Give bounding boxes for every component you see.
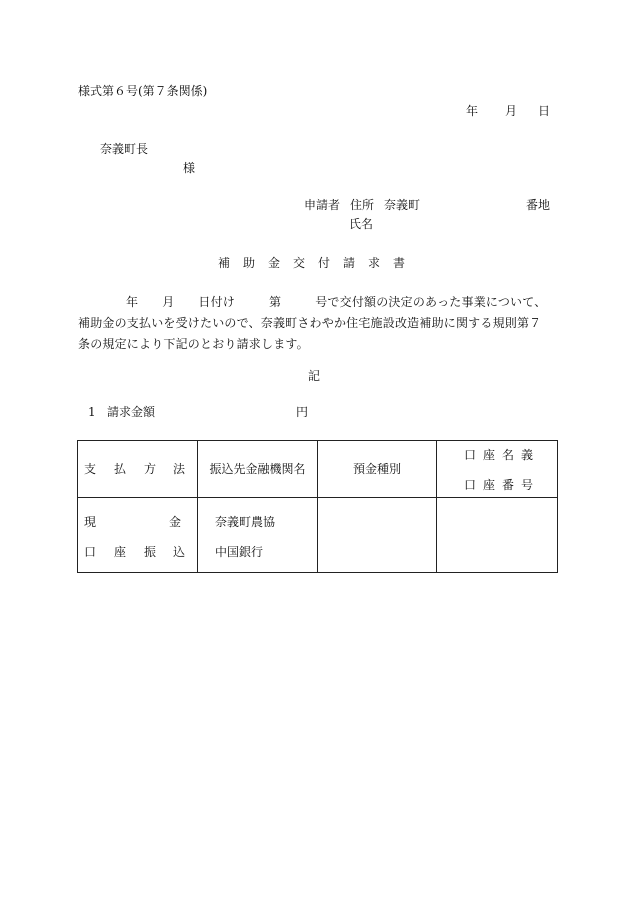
header-char: 支 bbox=[84, 462, 97, 476]
body-paragraph bbox=[78, 292, 553, 355]
date-day-label: 日 bbox=[538, 104, 551, 118]
body-text: 号で交付額の決定のあった事業について、補助金の支払いを受けたいので、奈義町さわやか住宅施設改造補助に関する規則第７条の規定により下記のとおり請求します。 bbox=[78, 295, 547, 351]
ki-label: 記 bbox=[308, 369, 321, 383]
title-char: 請 bbox=[343, 256, 356, 270]
method-char: 座 bbox=[114, 545, 127, 559]
addressee-honorific: 様 bbox=[183, 161, 196, 175]
body-year: 年 bbox=[126, 295, 139, 309]
title-char: 求 bbox=[368, 256, 381, 270]
addressee-name: 奈義町長 bbox=[100, 142, 149, 156]
header-char: 座 bbox=[483, 478, 496, 492]
cell-bank-name bbox=[198, 498, 318, 573]
address-label: 住所 bbox=[350, 198, 375, 212]
method-char: 込 bbox=[173, 545, 186, 559]
bank-option-ja: 奈義町農協 bbox=[215, 515, 276, 529]
body-month: 月 bbox=[162, 295, 175, 309]
title-char: 補 bbox=[218, 256, 231, 270]
header-char: 名 bbox=[502, 448, 515, 462]
title-char: 助 bbox=[243, 256, 256, 270]
body-date-suffix: 日付け bbox=[198, 295, 236, 309]
method-char: 振 bbox=[144, 545, 157, 559]
cell-account bbox=[437, 498, 558, 573]
form-number: 様式第６号(第７条関係) bbox=[78, 84, 208, 98]
payment-table bbox=[77, 440, 558, 573]
date-month-label: 月 bbox=[505, 104, 518, 118]
method-char: 口 bbox=[84, 545, 97, 559]
header-char: 口 bbox=[464, 478, 477, 492]
title-char: 金 bbox=[268, 256, 281, 270]
applicant-label: 申請者 bbox=[304, 198, 341, 212]
method-char: 現 bbox=[84, 515, 97, 529]
claim-label: 請求金額 bbox=[107, 405, 156, 419]
header-char: 払 bbox=[114, 462, 127, 476]
date-year-label: 年 bbox=[466, 104, 479, 118]
cell-deposit-type bbox=[318, 498, 437, 573]
body-dai: 第 bbox=[269, 295, 282, 309]
method-char: 金 bbox=[169, 515, 182, 529]
table-row bbox=[78, 498, 558, 573]
table-header-row bbox=[78, 441, 558, 498]
header-deposit-type: 預金種別 bbox=[318, 441, 437, 498]
header-char: 番 bbox=[502, 478, 515, 492]
banchi-label: 番地 bbox=[526, 198, 551, 212]
header-char: 号 bbox=[521, 478, 534, 492]
header-payment-method bbox=[78, 441, 198, 498]
header-char: 方 bbox=[144, 462, 157, 476]
title-char: 交 bbox=[293, 256, 306, 270]
bank-option-chugoku: 中国銀行 bbox=[215, 545, 264, 559]
title-char: 付 bbox=[318, 256, 331, 270]
cell-payment-method bbox=[78, 498, 198, 573]
header-bank-name: 振込先金融機関名 bbox=[198, 441, 318, 498]
name-label: 氏名 bbox=[349, 217, 374, 231]
header-char: 口 bbox=[464, 448, 477, 462]
document-title bbox=[218, 256, 418, 270]
title-char: 書 bbox=[393, 256, 406, 270]
header-account bbox=[437, 441, 558, 498]
applicant-town: 奈義町 bbox=[384, 198, 421, 212]
header-char: 法 bbox=[173, 462, 186, 476]
header-char: 義 bbox=[521, 448, 534, 462]
claim-unit: 円 bbox=[296, 405, 309, 419]
claim-number: 1 bbox=[88, 405, 96, 419]
header-char: 座 bbox=[483, 448, 496, 462]
